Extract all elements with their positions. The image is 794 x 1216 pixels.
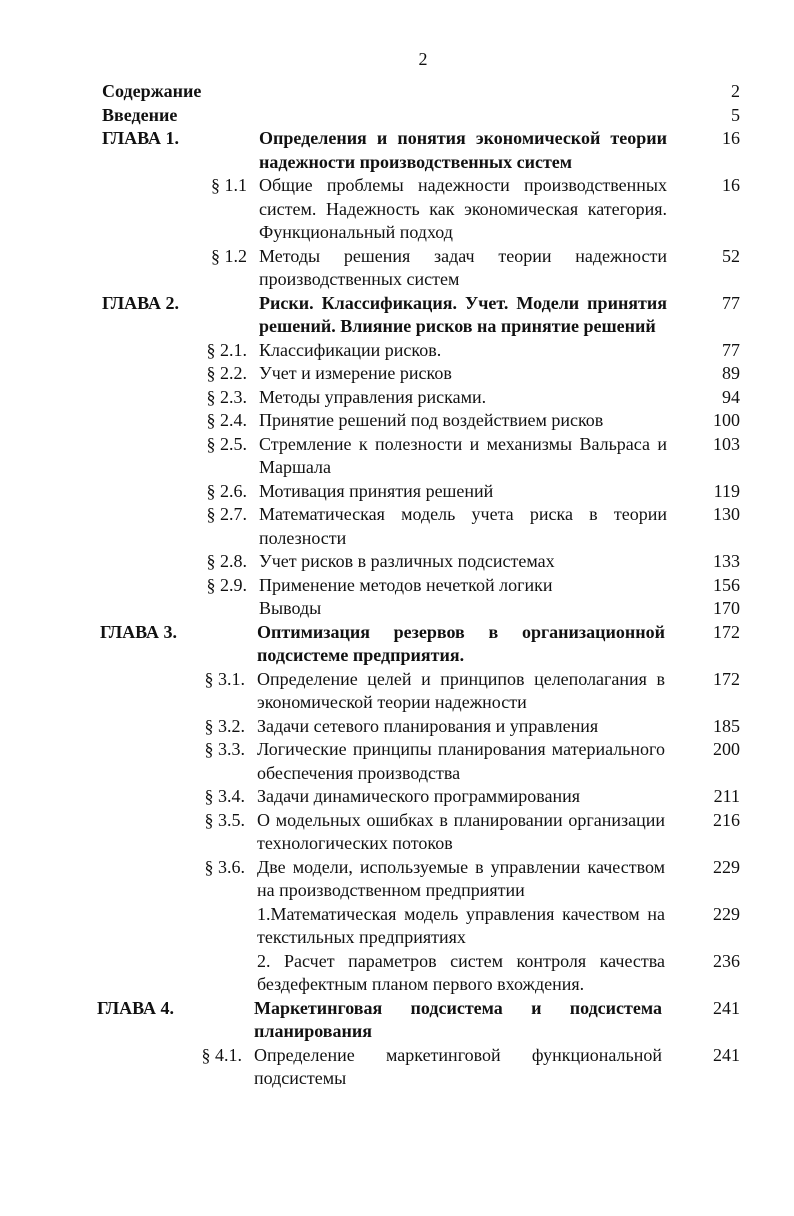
toc-section-number: § 3.3. — [204, 739, 245, 759]
toc-entry — [0, 738, 794, 785]
toc-title: Оптимизация резервов в организационной подсистеме предприятия. — [257, 621, 665, 665]
toc-entry — [0, 339, 794, 363]
toc-chapter-label: Содержание — [102, 81, 202, 101]
toc-title: Применение методов нечеткой логики — [259, 574, 553, 595]
toc-entry — [0, 174, 794, 245]
toc-entry — [0, 856, 794, 903]
toc-section-number: § 2.8. — [206, 551, 247, 571]
toc-entry — [0, 104, 794, 128]
toc-title: Определение маркетинговой функциональной подсистемы — [254, 1044, 662, 1088]
toc-page-number: 200 — [713, 739, 740, 759]
toc-title: Принятие решений под воздействием рисков — [259, 410, 604, 430]
toc-section-number: § 2.9. — [206, 574, 247, 595]
toc-entry — [0, 1044, 794, 1091]
toc-section-number: § 2.7. — [206, 504, 247, 524]
toc-page-number: 119 — [713, 480, 740, 501]
toc-page-number: 236 — [713, 950, 740, 971]
toc-entry — [0, 809, 794, 856]
toc-title: Выводы — [259, 598, 322, 618]
toc-page-number: 172 — [713, 621, 740, 642]
toc-title: Учет и измерение рисков — [259, 363, 452, 383]
toc-page-number: 77 — [722, 339, 740, 360]
toc-page-number: 89 — [722, 363, 740, 383]
toc-entry — [0, 362, 794, 386]
toc-entry — [0, 597, 794, 621]
toc-title: О модельных ошибках в планировании организации технологических потоков — [257, 809, 665, 853]
toc-chapter-label: ГЛАВА 4. — [97, 997, 175, 1018]
table-of-contents — [0, 80, 794, 1091]
toc-page-number: 52 — [722, 245, 740, 266]
toc-title: Задачи динамического программирования — [257, 786, 581, 806]
toc-entry — [0, 480, 794, 504]
toc-entry — [0, 715, 794, 739]
toc-chapter-label: Введение — [102, 104, 178, 125]
toc-page-number: 16 — [722, 175, 740, 195]
toc-section-number: § 2.4. — [206, 410, 247, 430]
toc-page-number: 103 — [713, 433, 740, 454]
toc-title: Классификации рисков. — [259, 339, 442, 360]
toc-title: 2. Расчет параметров систем контроля качества бездефектным планом первого вхождения. — [257, 950, 665, 994]
toc-title: Мотивация принятия решений — [259, 480, 494, 501]
toc-page-number: 5 — [731, 104, 740, 125]
page-number: 2 — [418, 49, 428, 69]
toc-section-number: § 3.6. — [204, 856, 245, 877]
toc-page-number: 211 — [713, 786, 740, 806]
toc-title: Риски. Классификация. Учет. Модели принятия решений. Влияние рисков на принятие решений — [259, 292, 667, 336]
toc-entry — [0, 80, 794, 104]
toc-section-number: § 4.1. — [201, 1044, 242, 1065]
toc-entry — [0, 409, 794, 433]
toc-title: 1.Математическая модель управления качеством на текстильных предприятиях — [257, 903, 665, 947]
toc-page-number: 130 — [713, 504, 740, 524]
toc-entry — [0, 574, 794, 598]
toc-title: Математическая модель учета риска в теории полезности — [259, 504, 667, 548]
toc-title: Определение целей и принципов целеполагания в экономической теории надежности — [257, 668, 665, 712]
toc-entry — [0, 503, 794, 550]
toc-title: Методы управления рисками. — [259, 386, 487, 407]
toc-section-number: § 3.5. — [204, 809, 245, 830]
toc-section-number: § 1.1 — [211, 175, 247, 195]
toc-entry — [0, 785, 794, 809]
toc-title — [259, 80, 667, 104]
toc-page-number: 156 — [713, 574, 740, 595]
toc-entry — [0, 127, 794, 174]
toc-entry — [0, 386, 794, 410]
toc-page-number: 172 — [713, 668, 740, 689]
toc-title: Маркетинговая подсистема и подсистема планирования — [254, 997, 662, 1041]
toc-entry — [0, 550, 794, 574]
toc-section-number: § 3.4. — [204, 786, 245, 806]
toc-section-number: § 2.2. — [206, 363, 247, 383]
toc-page-number: 100 — [713, 410, 740, 430]
toc-entry — [0, 433, 794, 480]
toc-page-number: 2 — [731, 81, 740, 101]
toc-section-number: § 1.2 — [211, 245, 247, 266]
toc-title: Задачи сетевого планирования и управления — [257, 715, 599, 736]
toc-title: Общие проблемы надежности производственных систем. Надежность как экономическая категория. Функциональный подход — [259, 175, 667, 242]
toc-title: Определения и понятия экономической теории надежности производственных систем — [259, 128, 667, 172]
toc-page-number: 77 — [722, 292, 740, 313]
toc-section-number: § 3.2. — [204, 715, 245, 736]
toc-page-number: 185 — [713, 715, 740, 736]
toc-entry — [0, 997, 794, 1044]
toc-title — [259, 104, 667, 128]
toc-page-number: 216 — [713, 809, 740, 830]
toc-title: Две модели, используемые в управлении качеством на производственном предприятии — [257, 856, 665, 900]
toc-entry — [0, 668, 794, 715]
toc-entry — [0, 903, 794, 950]
toc-page-number: 133 — [713, 551, 740, 571]
toc-section-number: § 2.5. — [206, 433, 247, 454]
toc-title: Методы решения задач теории надежности производственных систем — [259, 245, 667, 289]
toc-chapter-label: ГЛАВА 3. — [100, 621, 178, 642]
toc-page-number: 16 — [722, 128, 740, 148]
toc-section-number: § 2.3. — [206, 386, 247, 407]
toc-section-number: § 2.1. — [206, 339, 247, 360]
toc-page-number: 241 — [713, 997, 740, 1018]
toc-entry — [0, 950, 794, 997]
toc-page-number: 241 — [713, 1044, 740, 1065]
toc-section-number: § 2.6. — [206, 480, 247, 501]
toc-entry — [0, 621, 794, 668]
toc-chapter-label: ГЛАВА 1. — [102, 128, 180, 148]
toc-section-number: § 3.1. — [204, 668, 245, 689]
toc-title: Учет рисков в различных подсистемах — [259, 551, 555, 571]
toc-title: Логические принципы планирования материального обеспечения производства — [257, 739, 665, 783]
toc-chapter-label: ГЛАВА 2. — [102, 292, 180, 313]
toc-title: Стремление к полезности и механизмы Вальраса и Маршала — [259, 433, 667, 477]
toc-entry — [0, 245, 794, 292]
toc-page-number: 229 — [713, 856, 740, 877]
toc-entry — [0, 292, 794, 339]
toc-page-number: 229 — [713, 903, 740, 924]
toc-page-number: 170 — [713, 598, 740, 618]
toc-page-number: 94 — [722, 386, 740, 407]
